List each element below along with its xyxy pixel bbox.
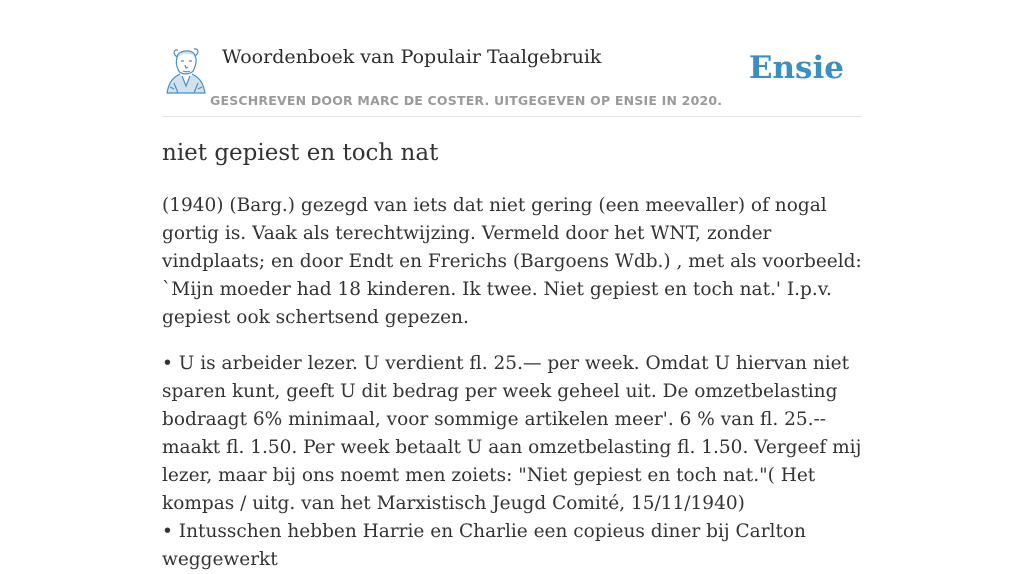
book-title[interactable]: Woordenboek van Populair Taalgebruik xyxy=(222,46,602,68)
entry-definition: (1940) (Barg.) gezegd van iets dat niet gering (een meevaller) of nogal gortig is. Vaak als terechtwijzing. Vermeld door het WNT, zonder vindplaats; en door Endt en Frerichs (Bargoens Wdb.) , met als voorbeeld: `Mijn moeder had 18 kinderen. Ik twee. Niet gepiest en toch nat.' I.p.v. gepiest ook schertsend gepezen. xyxy=(162,195,862,328)
brand-logo[interactable]: Ensie xyxy=(748,50,844,86)
entry-term: niet gepiest en toch nat xyxy=(162,140,439,166)
entry-body xyxy=(162,192,866,574)
author-portrait-icon xyxy=(164,45,208,95)
quote-item: • Intusschen hebben Harrie en Charlie een copieus diner bij Carlton weggewerkt xyxy=(162,521,806,570)
header xyxy=(162,40,862,117)
byline: GESCHREVEN DOOR MARC DE COSTER. UITGEGEVEN OP ENSIE IN 2020. xyxy=(210,93,723,108)
quote-item: • U is arbeider lezer. U verdient fl. 25.— per week. Omdat U hiervan niet sparen kunt, geeft U dit bedrag per week geheel uit. De omzetbelasting bodraagt 6% minimaal, voor sommige artikelen meer'. 6 % van fl. 25.-- maakt fl. 1.50. Per week betaalt U aan omzetbelasting fl. 1.50. Vergeef mij lezer, maar bij ons noemt men zoiets: "Niet gepiest en toch nat."( Het kompas / uitg. van het Marxistisch Jeugd Comité, 15/11/1940) xyxy=(162,353,862,514)
